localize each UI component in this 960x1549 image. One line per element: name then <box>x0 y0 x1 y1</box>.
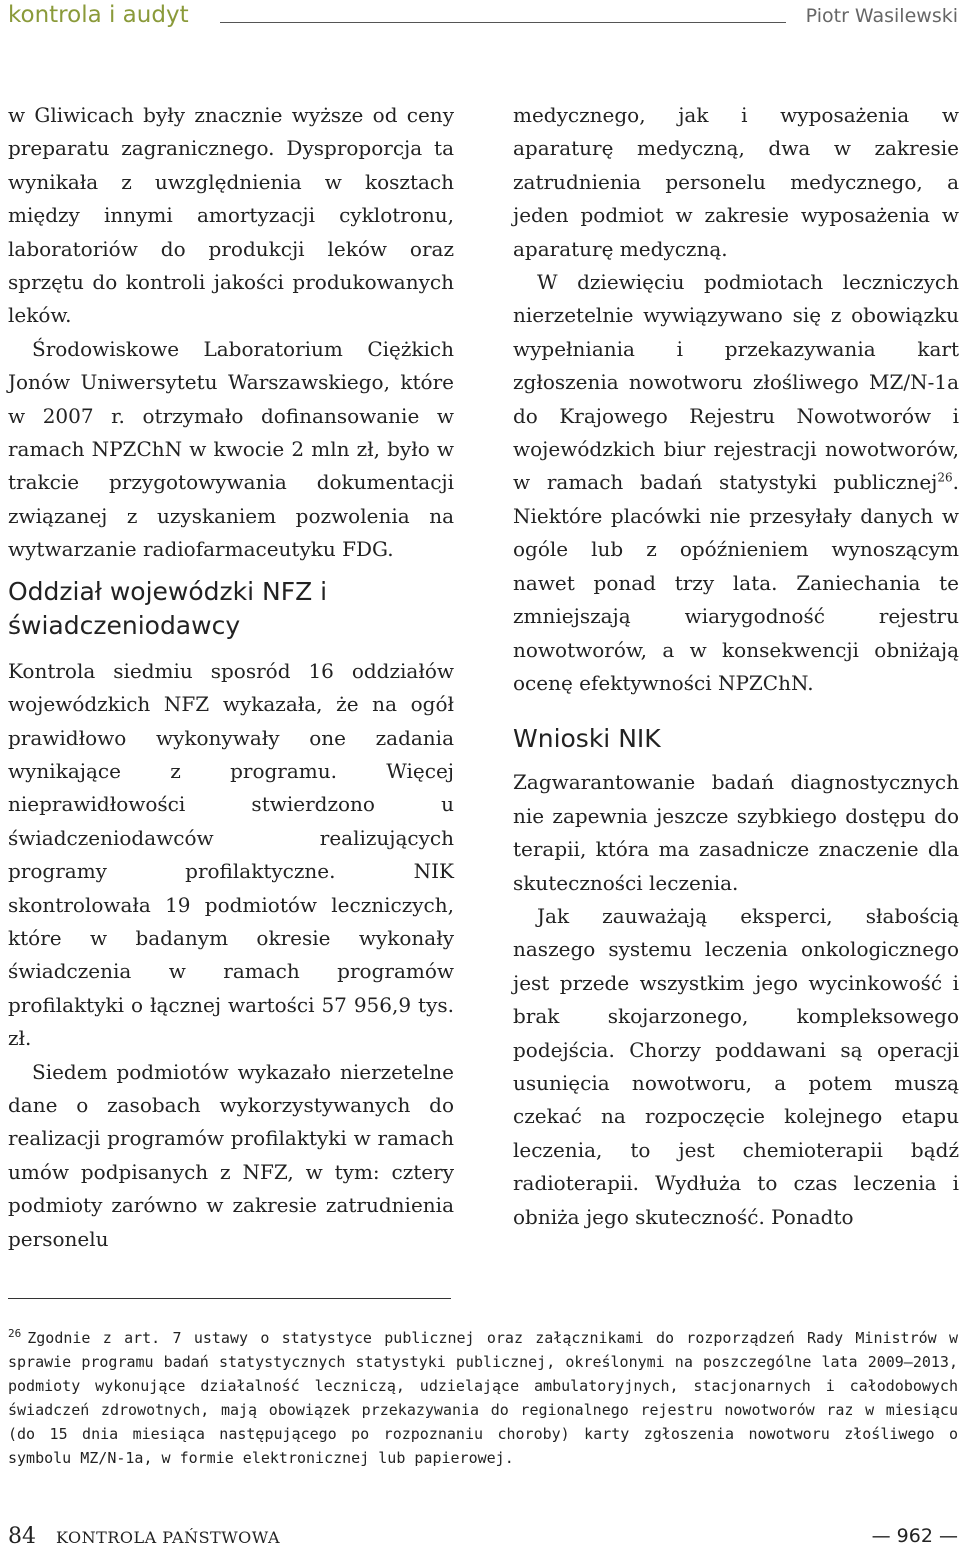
right-paragraph-4: Jak zauważają eksperci, słabością naszego systemu leczenia onkologicznego jest przede wszystkim jego wycinkowość i brak skojarzonego, kompleksowego podejścia. Chorzy poddawani są operacji usunięcia nowotworu, a potem muszą czekać na rozpoczęcie kolejnego etapu leczenia, to jest chemioterapii bądź radioterapii. Wydłuża to czas leczenia i obniża jego skuteczność. Ponadto <box>513 903 959 1229</box>
publication-name: KONTROLA PAŃSTWOWA <box>56 1528 280 1547</box>
left-paragraph-3: Kontrola siedmiu sposród 16 oddziałów wojewódzkich NFZ wykazała, że na ogół prawidłowo wykonywały one zadania wynikające z programu. Więcej nieprawidłowości stwierdzono u świadczeniodawców realizujących programy profilaktyczne. NIK skontrolowała 19 podmiotów leczniczych, które w badanym okresie wykonały świadczenia w ramach programów profilaktyki o łącznej wartości 57 956,9 tys. zł. <box>8 658 454 1051</box>
left-paragraph-4: Siedem podmiotów wykazało nierzetelne dane o zasobach wykorzystywanych do realizacji programów profilaktyki w ramach umów podpisanych z NFZ, w tym: cztery podmioty zarówno w zakresie zatrudnienia personelu <box>8 1059 454 1251</box>
footnote-26 <box>8 1326 958 1470</box>
section-heading-nfz: Oddział wojewódzki NFZ i świadczeniodawcy <box>8 576 328 640</box>
footnote-number: 26 <box>8 1327 22 1340</box>
header-rule <box>220 22 786 23</box>
right-paragraph-2-text-a: W dziewięciu podmiotach leczniczych nierzetelnie wywiązywano się z obowiązku wypełniania i przekazywania kart zgłoszenia nowotworu złośliwego MZ/N-1a do Krajowego Rejestru Nowotworów i wojewódzkich biur rejestracji nowotworów, w ramach badań statystyki publicznej <box>513 270 959 495</box>
right-paragraph-1: medycznego, jak i wyposażenia w aparaturę medyczną, dwa w zakresie zatrudnienia personelu medycznego, a jeden podmiot w zakresie wyposażenia w aparaturę medyczną. <box>513 103 959 261</box>
running-header <box>8 0 958 34</box>
right-paragraph-2 <box>513 266 959 700</box>
left-column <box>8 99 454 1256</box>
footnote-text: Zgodnie z art. 7 ustawy o statystyce publicznej oraz załącznikami do rozporządzeń Rady Ministrów w sprawie programu badań statystycznych statystyki publicznej, określonymi na poszczególne lata 2009–2013, podmioty wykonujące działalność leczniczą, udzielające ambulatoryjnych, stacjonarnych i całodobowych świadczeń zdrowotnych, mają obowiązek przekazywania do regionalnego rejestru nowotworów raz w miesiącu (do 15 dnia miesiąca następującego po rozpoznaniu choroby) karty zgłoszenia nowotworu złośliwego o symbolu MZ/N-1a, w formie elektronicznej lub papierowej. <box>8 1329 958 1467</box>
section-heading-wnioski: Wnioski NIK <box>513 724 661 754</box>
right-paragraph-2-text-b: . Niektóre placówki nie przesyłały danych w ogóle lub z opóźnieniem wynoszącym nawet ponad trzy lata. Zaniechania te zmniejszają wiarygodność rejestru nowotworów, a w konsekwencji obniżają ocenę efektywności NPZChN. <box>513 470 959 695</box>
page-footer <box>8 1524 958 1548</box>
issue-number: — 962 — <box>871 1525 958 1547</box>
left-paragraph-1: w Gliwicach były znacznie wyższe od ceny preparatu zagranicznego. Dysproporcja ta wynikała z uwzględnienia w kosztach między innymi amortyzacji cyklotronu, laboratoriów do produkcji leków oraz sprzętu do kontroli jakości produkowanych leków. <box>8 103 454 328</box>
page-number: 84 <box>8 1524 36 1549</box>
footnote-ref-26[interactable]: 26 <box>937 470 953 485</box>
right-column <box>513 99 959 1234</box>
right-paragraph-3: Zagwarantowanie badań diagnostycznych nie zapewnia jeszcze szybkiego dostępu do terapii, która ma zasadnicze znaczenie dla skuteczności leczenia. <box>513 770 959 895</box>
left-paragraph-2: Środowiskowe Laboratorium Ciężkich Jonów Uniwersytetu Warszawskiego, które w 2007 r. otrzymało dofinansowanie w ramach NPZChN w kwocie 2 mln zł, było w trakcie przygotowywania dokumentacji związanej z uzyskaniem pozwolenia na wytwarzanie radiofarmaceutyku FDG. <box>8 336 454 562</box>
footnote-rule <box>8 1298 451 1299</box>
journal-section-title: kontrola i audyt <box>8 2 189 28</box>
article-author: Piotr Wasilewski <box>805 5 958 27</box>
